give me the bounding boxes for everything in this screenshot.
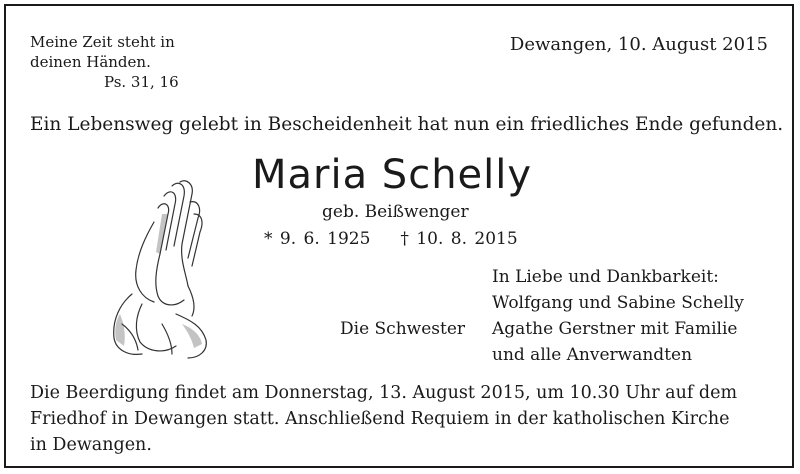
mourners-list: [492, 264, 744, 368]
maiden-name: geb. Beißwenger: [322, 202, 469, 222]
psalm-line-1: Meine Zeit steht in: [30, 33, 175, 51]
psalm-quote: [30, 32, 179, 92]
birth-date: * 9. 6. 1925: [264, 229, 371, 249]
mourner-relatives: und alle Anverwandten: [492, 345, 693, 365]
death-date: † 10. 8. 2015: [400, 229, 518, 249]
psalm-reference: Ps. 31, 16: [104, 73, 179, 91]
headline-sentence: Ein Lebensweg gelebt in Bescheidenheit hat nun ein friedliches Ende gefunden.: [30, 114, 784, 135]
mourner-sister: Agathe Gerstner mit Familie: [492, 319, 738, 339]
deceased-name: Maria Schelly: [252, 152, 533, 198]
sister-label: Die Schwester: [340, 319, 466, 339]
praying-hands-icon: [102, 174, 222, 364]
mourners-intro: In Liebe und Dankbarkeit:: [492, 267, 719, 287]
place-date: Dewangen, 10. August 2015: [509, 34, 768, 55]
mourner-children: Wolfgang und Sabine Schelly: [492, 293, 744, 313]
obituary-notice: [4, 4, 794, 468]
psalm-line-2: deinen Händen.: [30, 53, 151, 71]
funeral-line-3: in Dewangen.: [30, 435, 152, 455]
funeral-line-2: Friedhof in Dewangen statt. Anschließend Requiem in der katholischen Kirche: [30, 409, 730, 429]
funeral-line-1: Die Beerdigung findet am Donnerstag, 13. August 2015, um 10.30 Uhr auf dem: [30, 383, 738, 403]
life-dates: [264, 229, 518, 249]
funeral-notice: [30, 380, 774, 458]
